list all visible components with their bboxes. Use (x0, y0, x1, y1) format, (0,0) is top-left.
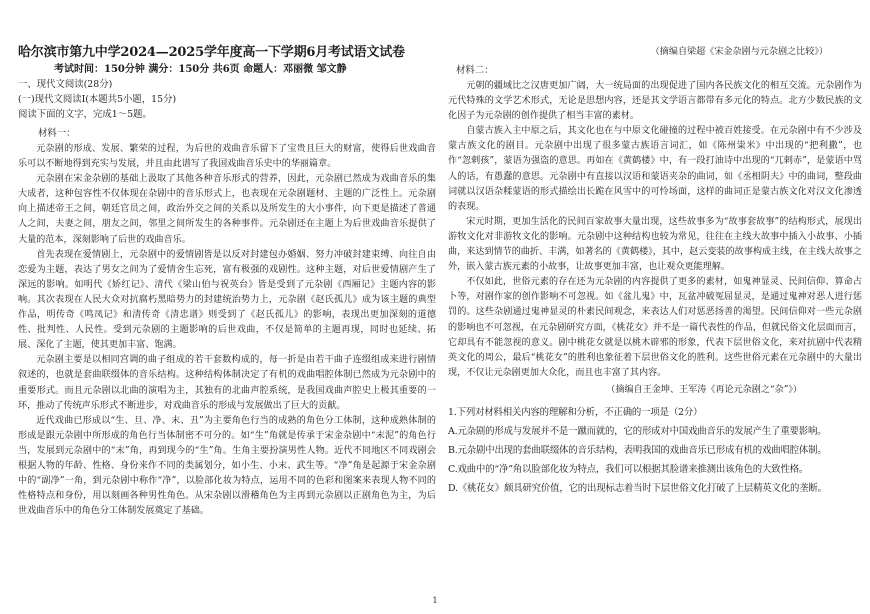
question-option-c: C.戏曲中的“净”角以脸部化妆为特点，我们可以根据其脸谱来推测出该角色的大致性格。 (448, 463, 809, 475)
question-stem: 1.下列对材料相关内容的理解和分析，不正确的一项是（2分） (448, 406, 703, 418)
material1-paragraph: 近代戏曲已形成以“生、旦、净、末、丑”为主要角色行当的成熟的角色分工体制，这种成熟体制的形成是跟元杂剧中所形成的角色行当体制密不可分的。如“生”角就是传承于宋金杂剧中“末泥”的角色行当，发展到元杂剧中的“末”角，再到现今的“生”角。生角主要扮演男性人物。近代不同地区不同戏剧会根据人物的年龄、性格、身份来作不同的类属划分，如小生、小末、武生等。“净”角是起源于宋金杂剧中的“副净”一角，到元杂剧中称作“净”，以脸部化妆为特点，运用不同的色彩和图案来表现人物不同的性格特点和身份，用以刻画各种男性角色。从宋杂剧以滑稽角色为主再到元杂剧以正剧角色为主，为后世戏曲音乐中的角色分工体制发展奠定了基础。 (18, 415, 436, 517)
exam-meta: 考试时间：150分钟 满分：150分 共6页 命题人：邓丽微 邹文静 (54, 64, 347, 75)
material2-paragraph: 不仅如此，世俗元素的存在还为元杂剧的内容提供了更多的素材，如鬼神显灵、民间信仰、算命占卜等，对剧作家的创作影响不可忽视。如《盆儿鬼》中，瓦盆冲破冤屈显灵，是通过鬼神对恶人进行惩罚的。这些杂剧通过鬼神显灵的朴素民间观念，来表达人们对惩恶扬善的渴望。民间信仰对一些元杂剧的影响也不可忽视，在元杂剧研究方面，《桃花女》并不是一篇代表性的作品，但就民俗文化层面而言，它却具有不能忽视的意义。剧中桃花女就是以桃木辟邪的形象，代表下层世俗文化，来对抗剧中代表精英文化的周公，最后“桃花女”的胜利也象征着下层世俗文化的胜利。这些世俗元素在元杂剧中的大量出现，不仅让元杂剧更加大众化，而且也丰富了其内容。 (448, 277, 862, 378)
material1-label: 材料一： (38, 128, 76, 139)
material2-paragraph: 自蒙古族入主中原之后，其文化也在与中原文化碰撞的过程中被百姓接受。在元杂剧中有不少涉及蒙古族文化的剧目。元杂剧中出现了很多蒙古族语言词汇，如《陈州粜米》中出现的“把利撒”，也作“忽剌孩”，蒙语为强盗的意思。再如在《黄鹤楼》中，有一段打油诗中出现的“兀剌赤”，是蒙语中骂人的话，有愚蠢的意思。元杂剧中有直接以汉语和蒙语夹杂的曲词，如《丞相阴夫》中的曲词，整段曲词就以汉语杂糅蒙语的形式描绘出长跪在风雪中的可怜场面，这样的曲词正是蒙古族文化对汉文化渗透的表现。 (448, 126, 862, 212)
material1-source: （摘编自梁超《宋金杂剧与元杂剧之比较》） (650, 47, 828, 57)
section-heading: 一、现代文阅读(28分) (18, 79, 113, 90)
material1-paragraph: 元杂剧的形成、发展、繁荣的过程，为后世的戏曲音乐留下了宝贵且巨大的财富，使得后世戏曲音乐可以不断地得到充实与发展，并且由此谱写了我国戏曲音乐史中的华丽篇章。 (18, 144, 436, 170)
material2-paragraph: 元朝的疆域比之汉唐更加广阔，大一统局面的出现促进了国内各民族文化的相互交流。元杂剧作为元代特殊的文学艺术形式，无论是思想内容，还是其文学语言都带有多元化的特点。北方少数民族的文化因子为元杂剧的创作提供了相当丰富的素材。 (448, 81, 862, 122)
reading-instruction: 阅读下面的文字，完成1～5题。 (18, 109, 152, 120)
question-option-d: D.《桃花女》颇具研究价值，它的出现标志着当时下层世俗文化打破了上层精英文化的垄断。 (448, 482, 827, 494)
question-option-a: A.元杂剧的形成与发展并不是一蹴而就的，它的形成对中国戏曲音乐的发展产生了重要影响。 (448, 425, 827, 437)
question-1 (448, 403, 862, 498)
material1-paragraph: 元杂剧在宋金杂剧的基础上汲取了其他各种音乐形式的营养，因此，元杂剧已然成为戏曲音乐的集大成者，这种包容性不仅体现在杂剧中的音乐形式上，也表现在元杂剧题材、主题的广泛性上。元杂剧向上描述帝王之间，朝廷官员之间，政治外交之间的关系以及所发生的大小事件，向下更是描述了普通人之间，夫妻之间，朋友之间，邻里之间所发生的各种事件。元杂剧还在主题上为后世戏曲音乐提供了大量的范本，深刻影响了后世的戏曲音乐。 (18, 174, 436, 245)
material1-paragraph: 元杂剧主要是以相同宫调的曲子组成的若干套数构成的，每一折是由若干曲子连缀组成来进行剧情叙述的，也就是套曲联缀体的音乐结构。这种结构体制决定了有机的戏曲唱腔体制已然成为元杂剧中的重要形式。而且元杂剧以北曲的演唱为主，其独有的北曲声腔系统，是我国戏曲声腔史上极其重要的一环，推动了传统声乐形式不断进步，对戏曲音乐的形成与发展做出了巨大的贡献。 (18, 355, 436, 411)
right-column (448, 44, 862, 592)
page-number: 1 (432, 596, 438, 605)
material2-source: （摘编自王金坤、王军涛《再论元杂剧之“杂”》） (606, 384, 802, 395)
question-option-b: B.元杂剧中出现的套曲联缀体的音乐结构，表明我国的戏曲音乐已形成有机的戏曲唱腔体制。 (448, 444, 827, 456)
exam-title: 哈尔滨市第九中学2024—2025学年度高一下学期6月考试语文试卷 (18, 45, 405, 60)
left-column (18, 44, 436, 592)
material1-paragraph: 首先表现在爱情剧上，元杂剧中的爱情剧皆是以反对封建包办婚姻、努力冲破封建束缚、向往自由恋爱为主题，表达了男女之间为了爱情舍生忘死，富有极强的戏剧性。这种主题，对后世爱情剧产生了深远的影响。如明代《娇红记》、清代《梁山伯与祝英台》皆是受到了元杂剧《西厢记》主题内容的影响。其次表现在人民大众对抗腐朽黑暗势力的封建统治势力上，元杂剧《赵氏孤儿》成为该主题的典型作品，明传奇《鸣凤记》和清传奇《清忠谱》则受到了《赵氏孤儿》的影响，表现出更加深刻的道德性、批判性、人民性。受到元杂剧的主题影响的后世戏曲，不仅是简单的主题再现，同时也延续、拓展、深化了主题，使其更加丰富、饱满。 (18, 249, 436, 351)
section-subheading: (一)现代文阅读I(本题共5小题，15分) (18, 94, 177, 105)
material2-paragraph: 宋元时期，更加生活化的民间百家故事大量出现，这些故事多为“故事套故事”的结构形式，展现出游牧文化对非游牧文化的影响。元杂剧中这种结构也较为常见，往往在主线大故事中插入小故事、小插曲，来达到情节的曲折、丰满，如著名的《黄鹤楼》，其中，赵云变装的故事构成主线，在主线大故事之外，嵌入蒙古族元素的小故事，让故事更加丰富，也让观众更能理解。 (448, 216, 862, 273)
material2-label: 材料二： (456, 65, 494, 76)
